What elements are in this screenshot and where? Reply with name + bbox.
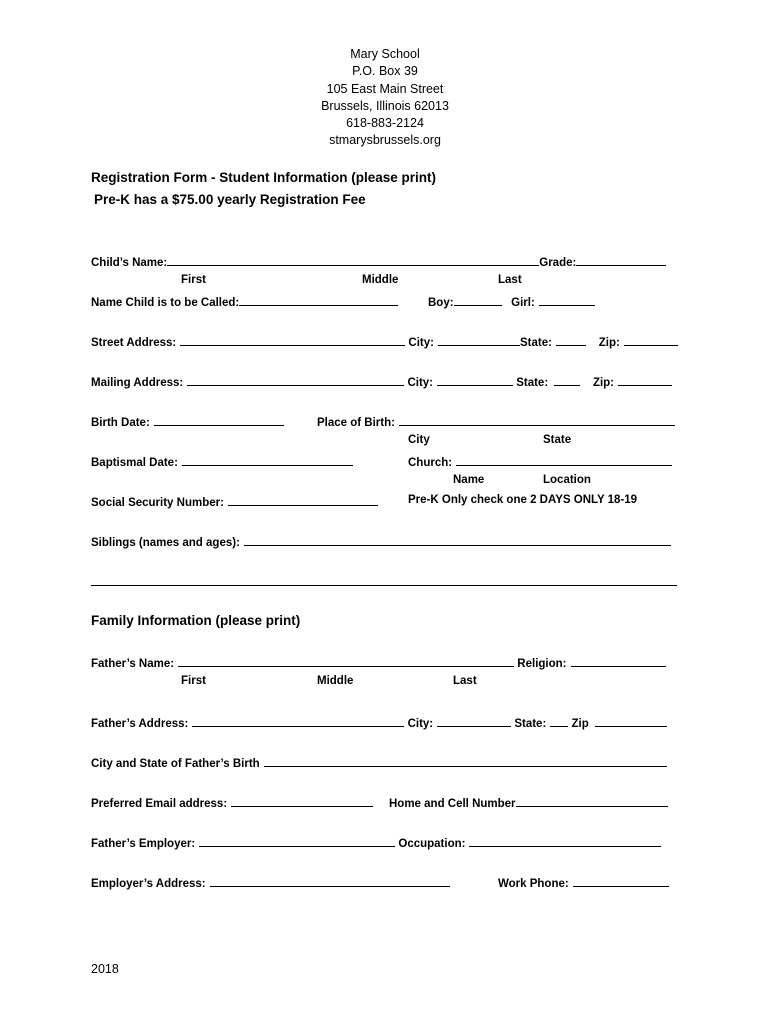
father-middle-caption: Middle (317, 675, 354, 687)
ssn-field[interactable] (228, 493, 378, 506)
home-cell-field[interactable] (516, 794, 668, 807)
occupation-label: Occupation: (398, 838, 466, 850)
baptismal-date-row (91, 453, 353, 471)
gender-row (428, 293, 595, 311)
baptismal-date-field[interactable] (182, 453, 353, 466)
employer-row (91, 834, 661, 852)
street-zip-label: Zip: (598, 337, 620, 349)
grade-label: Grade: (539, 257, 577, 269)
email-label: Preferred Email address: (91, 798, 228, 810)
childs-name-label: Child’s Name: (91, 257, 168, 269)
street-address-row (91, 333, 678, 351)
employer-address-field[interactable] (210, 874, 450, 887)
school-street: 105 East Main Street (326, 81, 444, 96)
father-name-label: Father’s Name: (91, 658, 175, 670)
religion-label: Religion: (517, 658, 567, 670)
form-title: Registration Form - Student Information (please print) (91, 170, 437, 185)
called-name-label: Name Child is to be Called: (91, 297, 240, 309)
email-row (91, 794, 373, 812)
fee-note: Pre-K has a $75.00 yearly Registration Fee (94, 192, 366, 207)
mailing-address-label: Mailing Address: (91, 377, 184, 389)
street-state-label: State: (519, 337, 552, 349)
school-website: stmarysbrussels.org (329, 133, 441, 148)
street-zip-field[interactable] (624, 333, 678, 346)
pob-city-caption: City (408, 434, 430, 446)
employer-address-label: Employer’s Address: (91, 878, 206, 890)
father-city-label: City: (407, 718, 434, 730)
employer-address-row (91, 874, 450, 892)
siblings-field[interactable] (244, 533, 671, 546)
father-name-field[interactable] (178, 654, 514, 667)
mailing-city-label: City: (407, 377, 433, 389)
girl-field[interactable] (539, 293, 595, 306)
street-address-label: Street Address: (91, 337, 177, 349)
mailing-city-field[interactable] (437, 373, 513, 386)
mailing-state-field[interactable] (554, 373, 580, 386)
church-field[interactable] (456, 453, 672, 466)
religion-field[interactable] (571, 654, 666, 667)
school-city-line: Brussels, Illinois 62013 (321, 98, 449, 113)
father-zip-label: Zip (571, 718, 589, 730)
family-title: Family Information (please print) (91, 613, 301, 628)
father-first-caption: First (181, 675, 206, 687)
mailing-address-row (91, 373, 672, 391)
childs-name-field[interactable] (167, 253, 539, 266)
church-row (408, 453, 672, 471)
grade-field[interactable] (576, 253, 666, 266)
father-address-field[interactable] (192, 714, 404, 727)
prek-note: Pre-K Only check one 2 DAYS ONLY 18-19 (408, 494, 638, 506)
father-birth-place-row (91, 754, 667, 772)
employer-label: Father’s Employer: (91, 838, 196, 850)
father-address-row (91, 714, 667, 732)
church-location-caption: Location (543, 474, 591, 486)
home-cell-row (389, 794, 668, 812)
siblings-row (91, 533, 671, 551)
father-last-caption: Last (453, 675, 477, 687)
pob-state-caption: State (543, 434, 572, 446)
street-state-field[interactable] (556, 333, 586, 346)
church-name-caption: Name (453, 474, 485, 486)
school-phone: 618-883-2124 (346, 116, 424, 131)
place-of-birth-field[interactable] (399, 413, 675, 426)
street-address-field[interactable] (180, 333, 405, 346)
place-of-birth-label: Place of Birth: (317, 417, 395, 429)
home-cell-label: Home and Cell Number (389, 798, 516, 810)
father-birth-place-field[interactable] (264, 754, 667, 767)
siblings-label: Siblings (names and ages): (91, 537, 240, 549)
birth-date-label: Birth Date: (91, 417, 150, 429)
street-city-label: City: (408, 337, 434, 349)
ssn-row (91, 493, 378, 511)
mailing-state-label: State: (516, 377, 549, 389)
father-name-row (91, 654, 666, 672)
father-city-field[interactable] (437, 714, 511, 727)
name-last-caption: Last (498, 274, 522, 286)
ssn-label: Social Security Number: (91, 497, 224, 509)
mailing-zip-label: Zip: (592, 377, 615, 389)
mailing-address-field[interactable] (187, 373, 404, 386)
childs-name-row (91, 253, 666, 271)
birth-date-row (91, 413, 284, 431)
mailing-zip-field[interactable] (618, 373, 672, 386)
father-birth-place-label: City and State of Father’s Birth (91, 758, 260, 770)
called-name-field[interactable] (239, 293, 398, 306)
school-name: Mary School (350, 47, 420, 61)
father-zip-field[interactable] (595, 714, 667, 727)
footer-year: 2018 (91, 962, 119, 976)
email-field[interactable] (231, 794, 373, 807)
street-city-field[interactable] (438, 333, 520, 346)
called-name-row (91, 293, 398, 311)
school-po-box: P.O. Box 39 (352, 64, 418, 79)
church-label: Church: (408, 457, 453, 469)
baptismal-date-label: Baptismal Date: (91, 457, 178, 469)
work-phone-label: Work Phone: (498, 878, 569, 890)
father-state-label: State: (514, 718, 547, 730)
school-header (0, 46, 770, 150)
father-state-field[interactable] (550, 714, 568, 727)
employer-field[interactable] (199, 834, 395, 847)
work-phone-field[interactable] (573, 874, 669, 887)
birth-date-field[interactable] (154, 413, 284, 426)
girl-label: Girl: (511, 297, 535, 309)
name-middle-caption: Middle (362, 274, 399, 286)
name-first-caption: First (181, 274, 206, 286)
place-of-birth-row (317, 413, 675, 431)
boy-label: Boy: (428, 297, 454, 309)
father-address-label: Father’s Address: (91, 718, 189, 730)
work-phone-row (498, 874, 669, 892)
siblings-extra-line[interactable] (91, 585, 677, 586)
boy-field[interactable] (454, 293, 502, 306)
occupation-field[interactable] (469, 834, 661, 847)
